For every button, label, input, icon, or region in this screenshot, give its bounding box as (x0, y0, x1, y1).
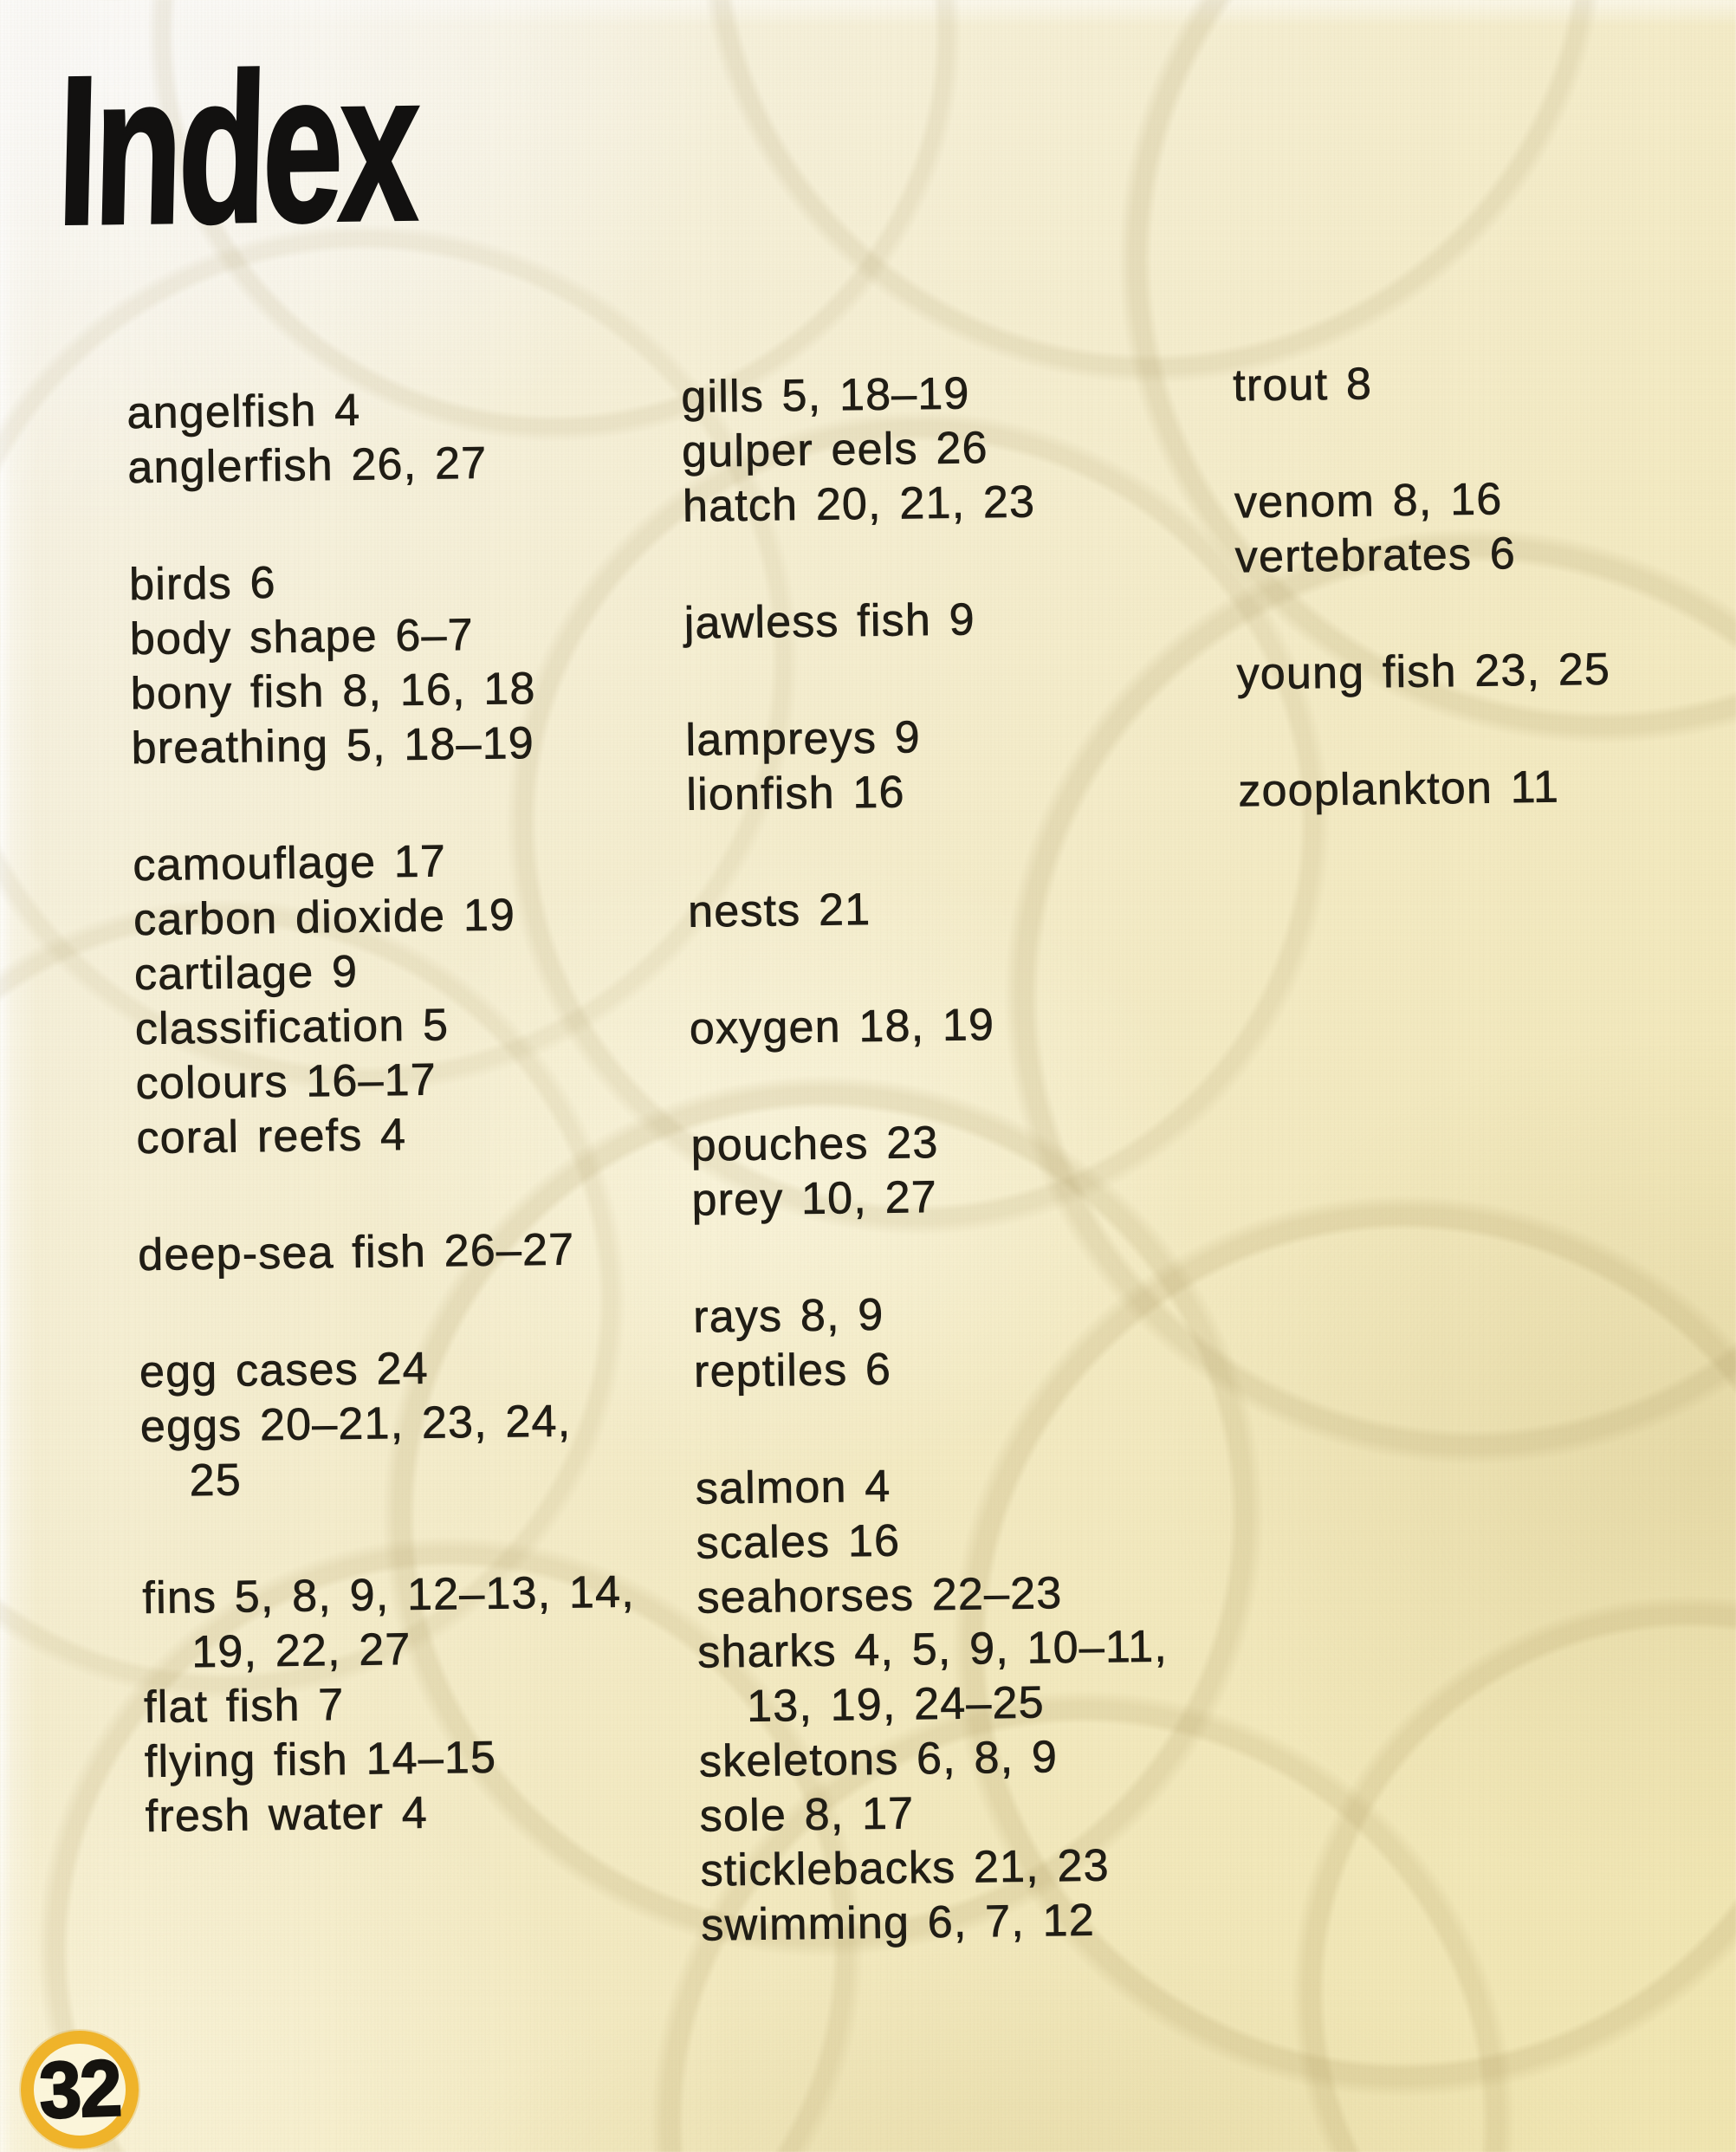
index-entry-line: coral reefs 4 (136, 1109, 407, 1164)
index-group (685, 707, 1224, 823)
index-entry-line: bony fish 8, 16, 18 (130, 663, 536, 720)
index-entry (699, 1783, 1237, 1844)
index-entry (1234, 523, 1736, 585)
index-entry (127, 434, 665, 496)
index-entry (138, 1222, 676, 1283)
index-entry-line: lampreys 9 (685, 712, 922, 766)
index-group (688, 878, 1226, 940)
index-entry (131, 715, 669, 776)
index-entry-line: sticklebacks 21, 23 (700, 1840, 1111, 1896)
index-entry-line: egg cases 24 (139, 1343, 430, 1398)
page-number-badge (21, 2031, 139, 2149)
index-entry-line: flying fish 14–15 (144, 1732, 497, 1788)
index-entry (136, 1105, 674, 1166)
index-entry-line: lionfish 16 (685, 767, 906, 820)
index-entry-line: carbon dioxide 19 (133, 890, 516, 946)
index-entry-line: nests 21 (687, 884, 871, 937)
index-entry-line: cartilage 9 (133, 946, 359, 1001)
index-entry (695, 1455, 1233, 1517)
index-group (695, 1455, 1238, 1954)
index-entry-line: birds 6 (128, 557, 276, 611)
index-group (138, 1222, 676, 1283)
index-entry-line: angelfish 4 (126, 385, 361, 439)
index-entry-line: sole 8, 17 (699, 1788, 915, 1842)
index-entry (130, 660, 668, 722)
index-entry-line: young fish 23, 25 (1236, 644, 1611, 700)
index-entry-line: fins 5, 8, 9, 12–13, 14, (142, 1566, 636, 1624)
index-group (681, 364, 1220, 535)
index-group (693, 1284, 1232, 1400)
index-entry (133, 832, 670, 893)
index-entry-line: colours 16–17 (135, 1054, 437, 1110)
index-group (1236, 640, 1736, 702)
index-entry-line: zooplankton 11 (1237, 762, 1560, 817)
index-entry-line: gulper eels 26 (681, 423, 989, 477)
index-entry-line: fresh water 4 (145, 1787, 429, 1843)
index-entry-line: 25 (189, 1455, 243, 1507)
index-entry (683, 473, 1221, 535)
index-entry-line: vertebrates 6 (1234, 528, 1517, 583)
index-entry-line: seahorses 22–23 (696, 1568, 1063, 1624)
index-entry (142, 1565, 681, 1681)
index-entry (145, 1783, 683, 1844)
index-entry-line: 13, 19, 24–25 (746, 1677, 1046, 1732)
index-entry (683, 590, 1221, 651)
index-group (1233, 352, 1736, 413)
index-entry (1234, 469, 1736, 530)
index-entry-line: hatch 20, 21, 23 (682, 476, 1036, 532)
index-entry (696, 1565, 1234, 1626)
index-entry (685, 707, 1223, 768)
index-entry (1236, 640, 1736, 702)
index-entry (696, 1510, 1234, 1572)
index-entry-line: deep-sea fish 26–27 (137, 1224, 575, 1281)
index-entry-line: camouflage 17 (132, 836, 447, 891)
index-entry (139, 1339, 677, 1400)
page-title: Index (55, 27, 419, 269)
index-group (126, 379, 665, 496)
index-entry-line: breathing 5, 18–19 (131, 718, 535, 775)
index-entry (690, 1112, 1228, 1174)
index-entry-line: pouches 23 (690, 1117, 939, 1171)
index-entry-line: oxygen 18, 19 (689, 1000, 995, 1054)
index-group (1238, 757, 1736, 819)
index-entry-line: venom 8, 16 (1234, 474, 1503, 528)
index-entry (133, 886, 671, 948)
index-entry-line: classification 5 (134, 1000, 450, 1055)
index-entry-line: scales 16 (696, 1515, 901, 1569)
index-entry (699, 1728, 1237, 1790)
index-entry-line: reptiles 6 (693, 1344, 892, 1397)
index-entry-line: swimming 6, 7, 12 (701, 1895, 1096, 1951)
index-group (133, 832, 674, 1166)
index-entry (1238, 757, 1736, 819)
index-column-3 (1233, 352, 1736, 881)
index-entry (134, 941, 672, 1002)
index-entry (688, 878, 1226, 940)
index-entry (691, 1167, 1229, 1228)
index-entry (694, 1339, 1232, 1400)
index-group (129, 551, 669, 776)
page-number: 32 (37, 2043, 122, 2136)
index-entry (135, 1050, 673, 1112)
index-entry-line: trout 8 (1232, 359, 1373, 412)
index-entry-line: sharks 4, 5, 9, 10–11, (696, 1621, 1169, 1678)
index-entry-line: 19, 22, 27 (191, 1624, 411, 1678)
index-group (683, 590, 1221, 651)
index-group (142, 1565, 683, 1844)
index-entry (689, 995, 1227, 1057)
index-entry (129, 551, 667, 613)
index-entry-line: eggs 20–21, 23, 24, (139, 1396, 572, 1453)
index-group (1234, 469, 1736, 585)
index-entry (682, 418, 1220, 480)
index-group (690, 1112, 1229, 1228)
index-entry-line: skeletons 6, 8, 9 (698, 1732, 1059, 1787)
index-entry (681, 364, 1219, 425)
index-entry (126, 379, 664, 441)
index-group (689, 995, 1227, 1057)
index-entry (144, 1674, 682, 1735)
index-entry (693, 1284, 1231, 1345)
index-entry (130, 606, 668, 667)
index-entry-line: anglerfish 26, 27 (126, 438, 488, 494)
index-entry (139, 1393, 678, 1509)
index-entry-line: gills 5, 18–19 (680, 368, 970, 423)
index-entry (1233, 352, 1736, 413)
index-entry-line: rays 8, 9 (692, 1289, 884, 1343)
index-entry-line: prey 10, 27 (691, 1171, 938, 1226)
index-column-1 (126, 379, 683, 1907)
index-column-2 (681, 364, 1240, 2016)
index-entry (686, 762, 1224, 823)
index-entry-line: jawless fish 9 (683, 594, 976, 649)
index-entry (134, 995, 672, 1057)
index-group (139, 1339, 678, 1509)
index-entry (700, 1838, 1238, 1899)
index-entry-line: salmon 4 (695, 1461, 891, 1514)
index-entry (697, 1619, 1236, 1735)
index-entry-line: flat fish 7 (143, 1679, 345, 1734)
index-entry (701, 1892, 1239, 1954)
index-entry (145, 1728, 683, 1790)
index-entry-line: body shape 6–7 (129, 609, 475, 665)
